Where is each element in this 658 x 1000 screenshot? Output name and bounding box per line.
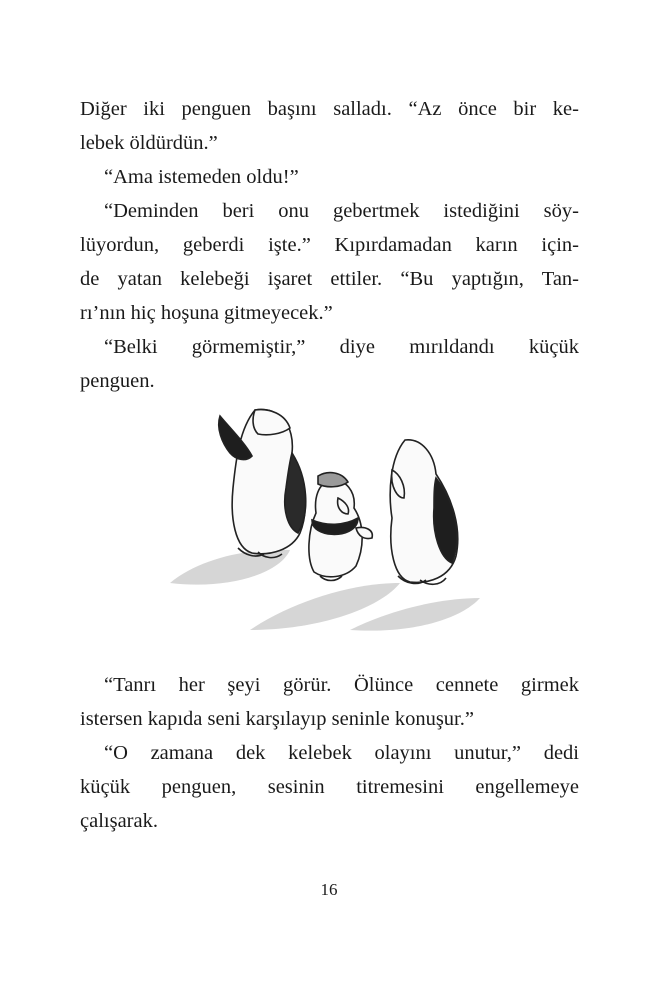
top-text-block	[80, 92, 579, 398]
text-line: “Tanrı her şeyi görür. Ölünce cennete girmek	[104, 674, 579, 696]
text-line: küçük penguen, sesinin titremesini engellemeye	[80, 776, 579, 798]
text-line: “Belki görmemiştir,” diye mırıldandı küçük	[104, 336, 579, 358]
text-line: çalışarak.	[80, 810, 158, 832]
page-number: 16	[320, 880, 338, 899]
penguins-illustration	[160, 398, 490, 648]
text-line: de yatan kelebeği işaret ettiler. “Bu yaptığın, Tan-	[80, 268, 579, 290]
text-line: lebek öldürdün.”	[80, 132, 218, 154]
left-penguin	[219, 409, 306, 557]
text-line: “Deminden beri onu gebertmek istediğini söy-	[104, 200, 579, 222]
text-line: “Ama istemeden oldu!”	[104, 166, 299, 188]
text-line: lüyordun, geberdi işte.” Kıpırdamadan karın için-	[80, 234, 579, 256]
right-penguin	[390, 440, 458, 584]
small-penguin	[309, 473, 372, 581]
text-line: “O zamana dek kelebek olayını unutur,” dedi	[104, 742, 579, 764]
text-line: penguen.	[80, 370, 155, 392]
text-line: Diğer iki penguen başını salladı. “Az önce bir ke-	[80, 98, 579, 120]
text-line: istersen kapıda seni karşılayıp seninle konuşur.”	[80, 708, 474, 730]
bottom-text-block	[80, 668, 579, 838]
text-line: rı’nın hiç hoşuna gitmeyecek.”	[80, 302, 333, 324]
